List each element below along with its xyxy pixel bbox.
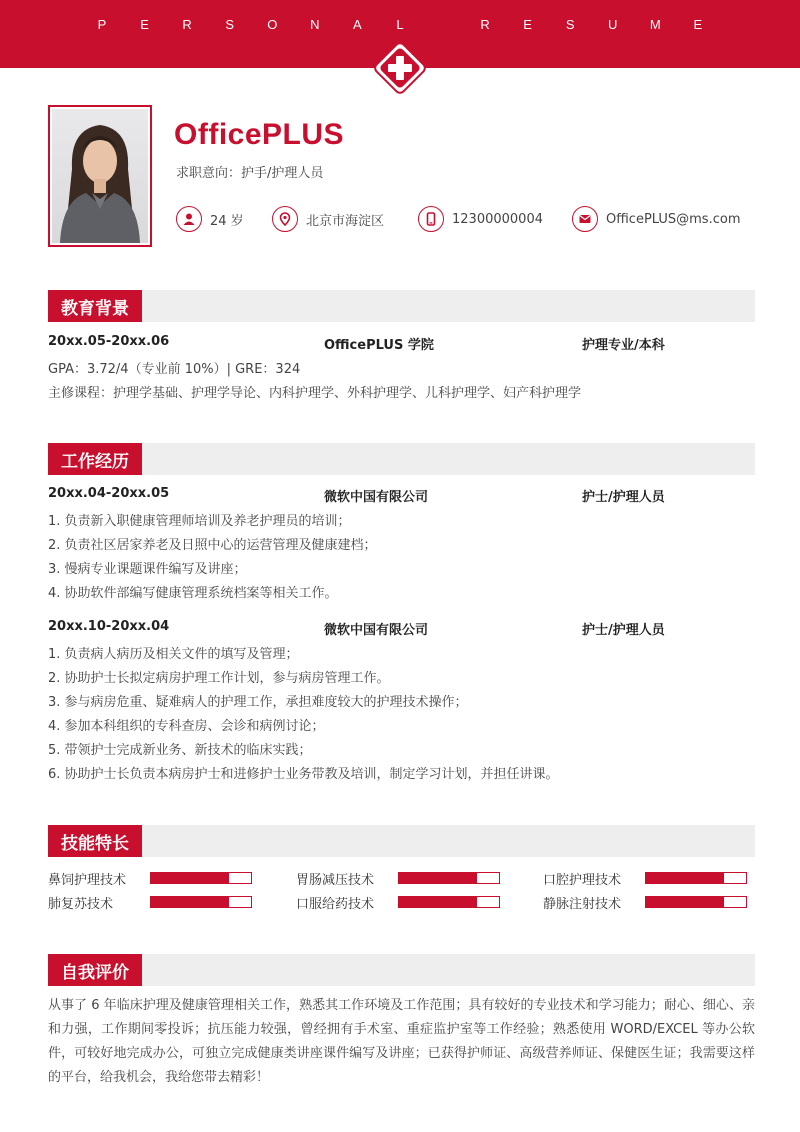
location-pin-icon bbox=[272, 206, 298, 232]
list-item: 3. 慢病专业课题课件编写及讲座； bbox=[48, 562, 247, 577]
job-header bbox=[48, 619, 755, 639]
skill-bar bbox=[150, 872, 252, 884]
skill-name: 鼻饲护理技术 bbox=[48, 872, 127, 888]
list-item: 1. 负责新入职健康管理师培训及养老护理员的培训； bbox=[48, 514, 351, 529]
job-header bbox=[48, 486, 755, 506]
education-school: OfficePLUS 学院 bbox=[324, 338, 434, 353]
skill-name: 静脉注射技术 bbox=[543, 896, 622, 912]
skill-item bbox=[48, 893, 252, 911]
list-item: 6. 协助护士长负责本病房护士和进修护士业务带教及培训，制定学习计划，并担任讲课。 bbox=[48, 767, 559, 782]
list-item: 5. 带领护士完成新业务、新技术的临床实践； bbox=[48, 743, 312, 758]
skill-bar bbox=[398, 896, 500, 908]
avatar bbox=[52, 109, 148, 243]
section-skills bbox=[48, 825, 755, 857]
job-company: 微软中国有限公司 bbox=[324, 490, 429, 505]
list-item: 1. 负责病人病历及相关文件的填写及管理； bbox=[48, 647, 299, 662]
education-major: 护理专业/本科 bbox=[582, 338, 665, 353]
job-role: 护士/护理人员 bbox=[582, 490, 665, 505]
skill-item bbox=[48, 869, 252, 887]
skill-item bbox=[296, 893, 500, 911]
section-education bbox=[48, 290, 755, 322]
skill-bar-fill bbox=[646, 873, 724, 883]
education-gpa: GPA：3.72/4（专业前 10%）| GRE：324 bbox=[48, 362, 301, 377]
skill-bar bbox=[645, 896, 747, 908]
job-company: 微软中国有限公司 bbox=[324, 623, 429, 638]
job-role: 护士/护理人员 bbox=[582, 623, 665, 638]
skill-bar-fill bbox=[151, 897, 229, 907]
self-evaluation-text: 从事了 6 年临床护理及健康管理相关工作，熟悉其工作环境及工作范围；具有较好的专业技术和学习能力；耐心、细心、亲和力强，工作期间零投诉；抗压能力较强，曾经拥有手术室、重症监护室等工作经验；熟悉使用 WORD/EXCEL 等办公软件，可较好地完成办公，可独立完成健康类讲座课件编写及讲座；已获得护师证、高级营养师证、保健医生证；我需要这样的平台，给我机会，我给您带去精彩！ bbox=[48, 998, 755, 1085]
skill-bar-fill bbox=[646, 897, 724, 907]
list-item: 4. 协助软件部编写健康管理系统档案等相关工作。 bbox=[48, 586, 338, 601]
skill-name: 口服给药技术 bbox=[296, 896, 375, 912]
contact-age: 24 岁 bbox=[176, 205, 244, 233]
job-period: 20xx.04-20xx.05 bbox=[48, 486, 170, 501]
list-item: 3. 参与病房危重、疑难病人的护理工作，承担难度较大的护理技术操作； bbox=[48, 695, 468, 710]
list-item: 2. 负责社区居家养老及日照中心的运营管理及健康建档； bbox=[48, 538, 377, 553]
section-title: 技能特长 bbox=[48, 825, 142, 857]
section-title: 自我评价 bbox=[48, 954, 142, 986]
skill-bar-fill bbox=[399, 897, 477, 907]
job-period: 20xx.10-20xx.04 bbox=[48, 619, 170, 634]
contact-phone: 12300000004 bbox=[418, 205, 543, 233]
skill-name: 肺复苏技术 bbox=[48, 896, 114, 912]
job-intent: 求职意向：护手/护理人员 bbox=[176, 166, 324, 181]
section-work bbox=[48, 443, 755, 475]
phone-icon bbox=[418, 206, 444, 232]
education-period: 20xx.05-20xx.06 bbox=[48, 334, 170, 349]
skill-bar bbox=[150, 896, 252, 908]
skill-item bbox=[543, 869, 747, 887]
education-row bbox=[48, 334, 755, 354]
section-self-evaluation bbox=[48, 954, 755, 986]
section-title: 工作经历 bbox=[48, 443, 142, 475]
skill-bar-fill bbox=[399, 873, 477, 883]
list-item: 2. 协助护士长拟定病房护理工作计划，参与病房管理工作。 bbox=[48, 671, 390, 686]
mail-icon bbox=[572, 206, 598, 232]
skill-bar-fill bbox=[151, 873, 229, 883]
section-title: 教育背景 bbox=[48, 290, 142, 322]
skill-item bbox=[543, 893, 747, 911]
list-item: 4. 参加本科组织的专科查房、会诊和病例讨论； bbox=[48, 719, 325, 734]
resume-banner-title: P E R S O N A L R E S U M E bbox=[97, 17, 703, 32]
contact-email: OfficePLUS@ms.com bbox=[572, 205, 740, 233]
contact-location: 北京市海淀区 bbox=[272, 205, 384, 233]
person-icon bbox=[176, 206, 202, 232]
medical-cross-icon bbox=[373, 41, 427, 95]
profile-photo bbox=[48, 105, 152, 247]
skill-name: 胃肠减压技术 bbox=[296, 872, 375, 888]
skill-name: 口腔护理技术 bbox=[543, 872, 622, 888]
skill-item bbox=[296, 869, 500, 887]
skill-bar bbox=[645, 872, 747, 884]
skill-bar bbox=[398, 872, 500, 884]
education-courses: 主修课程：护理学基础、护理学导论、内科护理学、外科护理学、儿科护理学、妇产科护理学 bbox=[48, 386, 582, 401]
candidate-name: OfficePLUS bbox=[174, 118, 345, 151]
